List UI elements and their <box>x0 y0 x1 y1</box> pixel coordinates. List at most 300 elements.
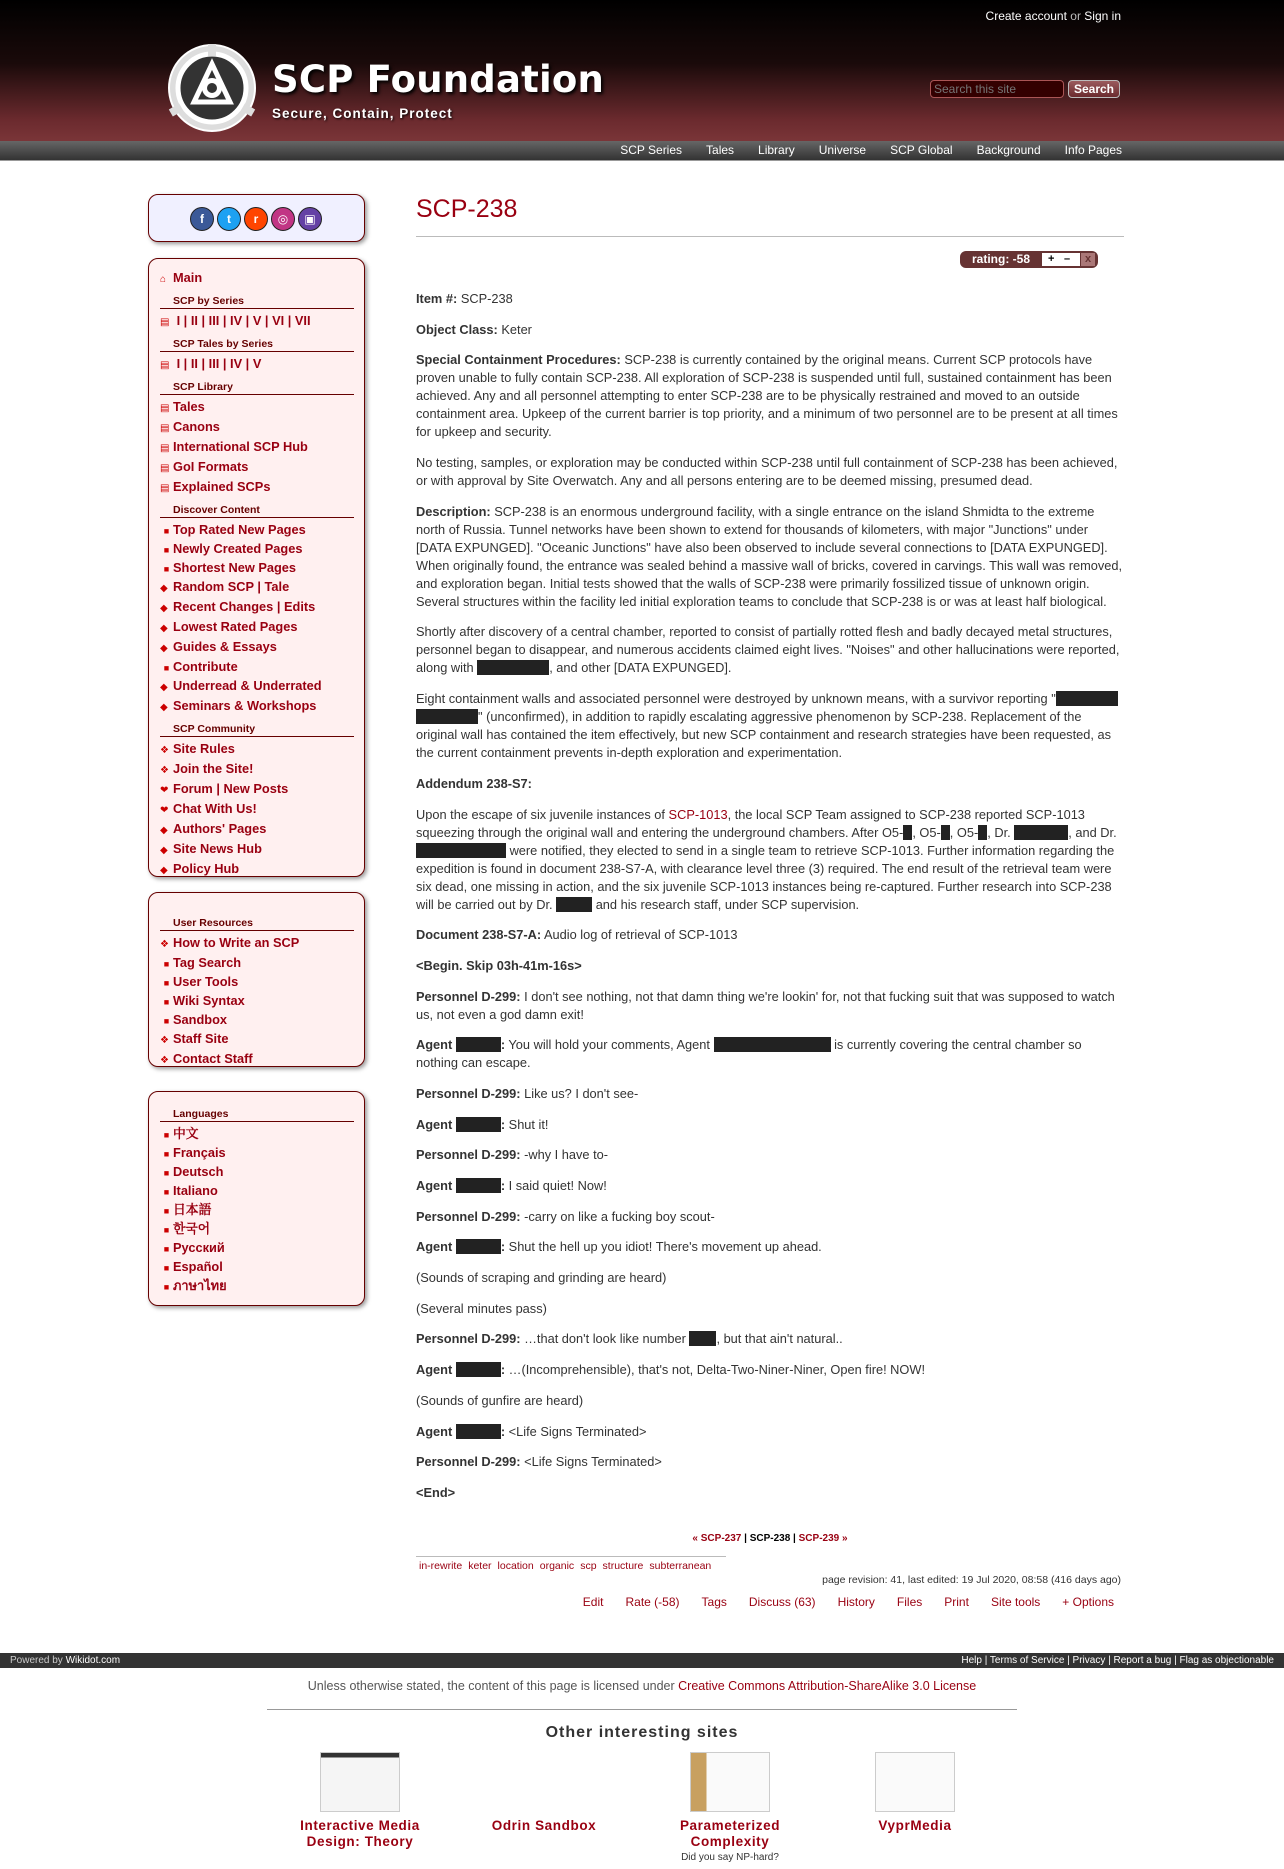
edit-button[interactable]: Edit <box>582 1595 604 1609</box>
scp-1013-link[interactable]: SCP-1013 <box>668 806 728 822</box>
gear-icon: ❖ <box>160 1055 169 1066</box>
sidebar-item-label: Wiki Syntax <box>173 993 245 1008</box>
lang-russian[interactable] <box>160 1239 354 1258</box>
text: I don't see nothing, not that damn thing we're lookin' for, not that fucking suit that was supposed to watch us, not even a god damn exit! <box>416 988 1115 1022</box>
chat-icon: ❤ <box>160 805 169 816</box>
text: Audio log of retrieval of SCP-1013 <box>544 927 738 943</box>
diamond-icon: ◆ <box>160 845 168 856</box>
speaker: Personnel D-299: <box>416 1454 521 1470</box>
tag-link[interactable]: structure <box>602 1560 644 1572</box>
bullet-icon: ■ <box>163 1016 170 1026</box>
log-line <box>416 1085 1124 1103</box>
sidebar-heading-discover: Discover Content <box>160 498 354 518</box>
privacy-link[interactable]: Privacy <box>1072 1655 1106 1666</box>
redaction-block <box>456 1362 501 1377</box>
sidebar-item-random: ◆ Random SCP | Tale <box>160 578 354 598</box>
page-tags <box>416 1556 726 1572</box>
chat-icon: ❤ <box>160 785 169 796</box>
sidebar-item-label: How to Write an SCP <box>173 935 300 950</box>
sidebar-item-tales[interactable] <box>160 398 354 418</box>
lang-german[interactable] <box>160 1163 354 1182</box>
sidebar-item-label: Tag Search <box>173 955 242 970</box>
series-link-5[interactable]: V <box>252 313 262 328</box>
bullet-icon: ■ <box>163 564 170 574</box>
lang-korean[interactable] <box>160 1220 354 1239</box>
random-tale-link[interactable]: Tale <box>264 579 290 594</box>
text: …that don't look like number <box>524 1331 686 1347</box>
page-content <box>416 290 1124 1515</box>
sidebar-item-label: Tales <box>173 399 205 414</box>
rate-up-button[interactable]: + <box>1048 253 1055 265</box>
more-options-button[interactable]: + Options <box>1062 1595 1114 1609</box>
redaction-block <box>978 825 987 840</box>
sidebar-item-contribute[interactable] <box>160 658 354 677</box>
sidebar-item-seminars[interactable] <box>160 697 354 717</box>
sidebar-item-shortest[interactable] <box>160 559 354 578</box>
instagram-icon[interactable]: ◎ <box>271 207 295 231</box>
bullet-icon: ■ <box>163 1168 170 1178</box>
sidebar-item-label: Lowest Rated Pages <box>173 619 298 634</box>
sidebar-item-label: Русский <box>173 1240 225 1255</box>
speaker: Agent <box>416 1239 453 1255</box>
divider <box>267 1709 1017 1710</box>
label: Object Class: <box>416 321 498 337</box>
gear-icon: ❖ <box>160 745 169 756</box>
tale-series-link-4[interactable]: IV <box>230 356 243 371</box>
next-scp-link[interactable]: SCP-239 » <box>798 1533 848 1544</box>
text: , and Dr. <box>1068 824 1117 840</box>
redaction-block <box>456 1117 501 1132</box>
or-text: or <box>1070 9 1081 23</box>
text: …(Incomprehensible), that's not, Delta-Two-Niner-Niner, Open fire! NOW! <box>508 1362 926 1378</box>
sidebar-item-label: Site News Hub <box>173 841 262 856</box>
bullet-icon: ■ <box>163 1187 170 1197</box>
nav-library[interactable]: Library <box>758 143 795 157</box>
lang-thai[interactable] <box>160 1277 354 1296</box>
log-line <box>416 1453 1124 1471</box>
lang-french[interactable] <box>160 1144 354 1163</box>
sidebar-item-label: Underread & Underrated <box>173 678 322 693</box>
footer-bar <box>0 1653 1284 1668</box>
text: I said quiet! Now! <box>508 1178 607 1193</box>
bullet-icon: ■ <box>163 526 170 536</box>
text: , the local SCP Team assigned to SCP-238 reported SCP-1013 squeezing through the original wall and entering the underground chambers. After O5- <box>416 806 1085 840</box>
rate-button[interactable]: Rate (-58) <box>625 1595 680 1609</box>
sidebar-item-label: Staff Site <box>173 1031 229 1046</box>
diamond-icon: ◆ <box>160 825 168 836</box>
description <box>416 503 1124 611</box>
rating-module <box>960 251 1098 268</box>
sidebar-user-resources <box>148 892 365 1067</box>
sidebar-item-lowest[interactable] <box>160 618 354 638</box>
tag-link[interactable]: keter <box>468 1560 492 1572</box>
sidebar-item-rules[interactable] <box>160 740 354 760</box>
account-links <box>986 9 1121 23</box>
bullet-icon: ■ <box>163 1263 170 1273</box>
tag-link[interactable]: in-rewrite <box>419 1560 463 1572</box>
discuss-button[interactable]: Discuss (63) <box>748 1595 816 1609</box>
book-icon: ▤ <box>160 423 170 434</box>
random-scp-link[interactable]: Random SCP <box>173 579 254 594</box>
bullet-icon: ■ <box>163 1206 170 1216</box>
sidebar-item-top-rated[interactable] <box>160 521 354 540</box>
sidebar-item-label: Contact Staff <box>173 1051 253 1066</box>
lang-japanese[interactable] <box>160 1201 354 1220</box>
bullet-icon: ■ <box>163 1130 170 1140</box>
create-account-link[interactable]: Create account <box>985 9 1067 23</box>
site-thumbnail <box>875 1752 955 1812</box>
series-pager: « SCP-237 | SCP-238 | SCP-239 » <box>692 1533 848 1544</box>
sidebar-item-staff-site[interactable] <box>160 1030 354 1050</box>
report-bug-link[interactable]: Report a bug <box>1113 1655 1172 1666</box>
log-line <box>416 1208 1124 1226</box>
lang-italian[interactable] <box>160 1182 354 1201</box>
book-icon: ▤ <box>160 360 170 371</box>
rating-vote-box <box>1042 253 1080 266</box>
twitter-icon[interactable]: t <box>217 207 241 231</box>
site-subtitle: Secure, Contain, Protect <box>272 106 453 121</box>
sidebar-item-contact-staff[interactable] <box>160 1050 354 1070</box>
other-site-card[interactable] <box>280 1752 440 1850</box>
other-site-card[interactable] <box>464 1752 624 1834</box>
sidebar-item-label: Shortest New Pages <box>173 560 297 575</box>
nav-scp-global[interactable]: SCP Global <box>890 143 953 157</box>
sidebar-item-label: Authors' Pages <box>173 821 267 836</box>
sidebar-item-wiki-syntax[interactable] <box>160 992 354 1011</box>
log-line: Agent : <Life Signs Terminated> <box>416 1423 647 1439</box>
text: , Dr. <box>987 824 1011 840</box>
text: SCP-238 is currently contained by the original means. Current SCP protocols have proven unable to fully contain SCP-238. All exploration of SCP-238 is suspended until full, sustained containment has been achieved. Any and all personnel attempting to enter SCP-238 are to be physically restrained and moved to an outside containment area. Upkeep of the current barrier is top priority, and a minimum of two personnel are to be present at all times for upkeep and security. <box>416 352 1118 440</box>
containment-procedures <box>416 351 1124 441</box>
bullet-icon: ■ <box>163 1244 170 1254</box>
other-sites-title: Other interesting sites <box>545 1724 739 1741</box>
tale-series-link-5[interactable]: V <box>252 356 262 371</box>
text: and his research staff, under SCP supervision. <box>595 896 860 912</box>
sidebar-languages <box>148 1091 365 1306</box>
log-note: (Several minutes pass) <box>416 1300 547 1316</box>
sidebar-item-how-to-write[interactable] <box>160 934 354 954</box>
forum-link[interactable]: Forum <box>173 781 213 796</box>
log-line: Agent : You will hold your comments, Agent is currently covering the central chamber so nothing can escape. <box>416 1037 1082 1071</box>
redaction-block <box>1056 691 1118 706</box>
new-posts-link[interactable]: New Posts <box>223 781 289 796</box>
tag-link[interactable]: location <box>497 1560 534 1572</box>
tag-link[interactable]: scp <box>580 1560 597 1572</box>
redaction-block <box>416 709 478 724</box>
sidebar-item-authors[interactable] <box>160 820 354 840</box>
document-heading <box>416 926 1124 944</box>
log-note: (Sounds of gunfire are heard) <box>416 1392 584 1408</box>
redaction-block <box>416 843 506 858</box>
nav-info-pages[interactable]: Info Pages <box>1064 143 1122 157</box>
nav-tales[interactable]: Tales <box>706 143 735 157</box>
bullet-icon: ■ <box>163 978 170 988</box>
diamond-icon: ◆ <box>160 623 168 634</box>
diamond-icon: ◆ <box>160 702 168 713</box>
speaker: Agent <box>416 1178 453 1193</box>
site-title[interactable]: SCP Foundation <box>272 58 605 101</box>
text: -carry on like a fucking boy scout- <box>524 1208 715 1224</box>
history-button[interactable]: History <box>837 1595 875 1609</box>
tag-link[interactable]: subterranean <box>649 1560 712 1572</box>
sidebar-item-label: International SCP Hub <box>173 439 308 454</box>
prev-scp-link[interactable]: « SCP-237 <box>692 1533 742 1544</box>
speaker: Agent <box>416 1037 453 1053</box>
sidebar-item-label: Join the Site! <box>173 761 254 776</box>
sidebar-series-row: ▤ I | II | III | IV | V | VI | VII <box>160 312 354 332</box>
search-form <box>930 80 1120 98</box>
license-text: Unless otherwise stated, the content of this page is licensed under <box>307 1679 675 1693</box>
series-link-3[interactable]: III <box>208 313 220 328</box>
text: Shut the hell up you idiot! There's movement up ahead. <box>508 1239 822 1255</box>
sidebar-heading-community: SCP Community <box>160 717 354 737</box>
sidebar-item-news[interactable] <box>160 840 354 860</box>
site-thumbnail <box>320 1752 400 1812</box>
text: Shut it! <box>508 1116 549 1132</box>
text: <Life Signs Terminated> <box>524 1454 662 1470</box>
reddit-icon[interactable]: r <box>244 207 268 231</box>
sidebar-item-label: Contribute <box>173 659 238 674</box>
label: Item #: <box>416 291 458 306</box>
license-link[interactable]: Creative Commons Attribution-ShareAlike 3.0 License <box>678 1679 977 1693</box>
speaker: Agent <box>416 1423 453 1439</box>
log-line: Agent : …(Incomprehensible), that's not, Delta-Two-Niner-Niner, Open fire! NOW! <box>416 1362 926 1378</box>
powered-text: Powered by <box>10 1655 63 1666</box>
diamond-icon: ◆ <box>160 865 168 876</box>
sidebar-item-label: ภาษาไทย <box>173 1278 227 1293</box>
other-site-card[interactable] <box>650 1752 810 1863</box>
edits-link[interactable]: Edits <box>283 599 316 614</box>
sign-in-link[interactable]: Sign in <box>1084 9 1121 23</box>
sidebar-item-newly-created[interactable] <box>160 540 354 559</box>
sidebar-item-label: Deutsch <box>173 1164 224 1179</box>
sidebar-item-label: Top Rated New Pages <box>173 522 306 537</box>
speaker: Agent <box>416 1362 453 1378</box>
search-button[interactable]: Search <box>1068 80 1120 98</box>
redaction-block <box>456 1178 501 1193</box>
text: You will hold your comments, Agent <box>508 1037 710 1053</box>
text: <Begin. Skip 03h-41m-16s> <box>416 957 582 973</box>
site-name: Odrin Sandbox <box>491 1818 597 1833</box>
redaction-block <box>456 1424 501 1439</box>
sidebar-item-sandbox[interactable] <box>160 1011 354 1030</box>
series-link-2[interactable]: II <box>190 313 198 328</box>
log-note: (Sounds of scraping and grinding are heard) <box>416 1270 667 1286</box>
tags-button[interactable]: Tags <box>701 1595 727 1609</box>
nav-universe[interactable]: Universe <box>818 143 867 157</box>
bullet-icon: ■ <box>163 1225 170 1235</box>
redaction-block <box>477 660 549 675</box>
series-link-6[interactable]: VI <box>272 313 285 328</box>
top-navigation <box>0 141 1284 161</box>
speaker: Personnel D-299: <box>416 1331 521 1347</box>
log-begin <box>416 957 1124 975</box>
sidebar-item-label: 한국어 <box>173 1221 211 1236</box>
redaction-block <box>689 1331 716 1346</box>
twitch-icon[interactable]: ▣ <box>298 207 322 231</box>
sidebar-item-underread[interactable] <box>160 677 354 697</box>
sidebar-item-label: Newly Created Pages <box>173 541 303 556</box>
value: SCP-238 <box>460 291 513 306</box>
home-icon: ⌂ <box>160 274 167 285</box>
series-link-7[interactable]: VII <box>294 313 311 328</box>
sidebar-item-label: Policy Hub <box>173 861 240 876</box>
sidebar-item-label: Français <box>173 1145 226 1160</box>
sidebar-heading-user-resources: User Resources <box>160 911 354 931</box>
log-end <box>416 1484 1124 1502</box>
sidebar-tales-row: ▤ I | II | III | IV | V <box>160 355 354 375</box>
sidebar-heading-library: SCP Library <box>160 375 354 395</box>
sidebar-item-label: Italiano <box>173 1183 218 1198</box>
bullet-icon: ■ <box>163 545 170 555</box>
redaction-block <box>456 1037 501 1052</box>
speaker: Personnel D-299: <box>416 1085 521 1101</box>
object-class <box>416 321 1124 339</box>
gear-icon: ❖ <box>160 765 169 776</box>
sidebar-item-label: GoI Formats <box>173 459 249 474</box>
main-content <box>416 195 1124 1609</box>
text: is currently covering the central chamber so nothing can escape. <box>416 1037 1082 1071</box>
sidebar-heading-tales: SCP Tales by Series <box>160 332 354 352</box>
tag-link[interactable]: organic <box>539 1560 575 1572</box>
text: , O5- <box>912 824 941 840</box>
tale-series-link-3[interactable]: III <box>208 356 220 371</box>
nav-background[interactable]: Background <box>976 143 1041 157</box>
addendum-paragraph <box>416 806 1124 914</box>
flag-link[interactable]: Flag as objectionable <box>1179 1655 1274 1666</box>
site-name: Parameterized Complexity <box>679 1818 781 1849</box>
bullet-icon: ■ <box>163 997 170 1007</box>
sidebar-item-join[interactable] <box>160 760 354 780</box>
bullet-icon: ■ <box>163 959 170 969</box>
lang-spanish[interactable] <box>160 1258 354 1277</box>
sidebar-item-label: Chat With Us! <box>173 801 257 816</box>
speaker: Agent <box>416 1116 453 1132</box>
files-button[interactable]: Files <box>896 1595 923 1609</box>
sidebar-heading-series: SCP by Series <box>160 289 354 309</box>
text: Like us? I don't see- <box>524 1085 639 1101</box>
series-link-1[interactable]: I <box>176 313 181 328</box>
log-line: Agent : I said quiet! Now! <box>416 1178 607 1193</box>
speaker: Personnel D-299: <box>416 988 521 1004</box>
sidebar-main-menu <box>148 258 365 877</box>
sidebar-item-label: Sandbox <box>173 1012 228 1027</box>
tale-series-link-1[interactable]: I <box>176 356 181 371</box>
log-line: Agent : Shut it! <box>416 1116 549 1132</box>
other-site-card[interactable] <box>835 1752 995 1834</box>
diamond-icon: ◆ <box>160 643 168 654</box>
log-line <box>416 988 1124 1024</box>
current-scp: SCP-238 <box>749 1533 791 1544</box>
site-thumbnail <box>504 1752 584 1812</box>
sidebar-item-chat[interactable] <box>160 800 354 820</box>
diamond-icon: ◆ <box>160 682 168 693</box>
wikidot-link[interactable]: Wikidot.com <box>65 1655 121 1666</box>
text: were notified, they elected to send in a single team to retrieve SCP-1013. Further information regarding the expedition is found in document 238-S7-A, with clearance level three (3) required. The end result of the retrieval team were six dead, one missing in action, and the six juvenile SCP-1013 instances being re-captured. Further research into SCP-238 will be carried out by Dr. <box>416 842 1115 912</box>
text: Upon the escape of six juvenile instances of <box>416 806 665 822</box>
terms-link[interactable]: Terms of Service <box>989 1655 1065 1666</box>
addendum-heading <box>416 775 1124 793</box>
sidebar-item-label: 日本語 <box>173 1202 212 1217</box>
license-notice <box>0 1679 1284 1693</box>
redaction-block <box>1014 825 1068 840</box>
site-header <box>0 0 1284 141</box>
lang-chinese[interactable] <box>160 1125 354 1144</box>
sidebar-item-main[interactable] <box>160 269 354 289</box>
site-name: VyprMedia <box>878 1818 952 1833</box>
log-line <box>416 1146 1124 1164</box>
redaction-block <box>556 897 592 912</box>
tale-series-link-2[interactable]: II <box>190 356 198 371</box>
value: Keter <box>501 321 532 337</box>
sidebar-item-label: Explained SCPs <box>173 479 271 494</box>
sidebar-item-label: Español <box>173 1259 223 1274</box>
testing-paragraph: No testing, samples, or exploration may be conducted within SCP-238 until full containment of SCP-238 has been achieved, or with approval by Site Overwatch. Any and all persons entering are to be deemed missing, presumed dead. <box>416 455 1118 489</box>
footer-links: Help | Terms of Service | Privacy | Report a bug | Flag as objectionable <box>961 1655 1274 1666</box>
walls-paragraph <box>416 690 1124 762</box>
sidebar-item-recent: ◆ Recent Changes | Edits <box>160 598 354 618</box>
search-input[interactable] <box>930 80 1064 98</box>
sidebar-item-user-tools[interactable] <box>160 973 354 992</box>
page-title: SCP-238 <box>416 195 1124 237</box>
site-tools-button[interactable]: Site tools <box>990 1595 1041 1609</box>
log-line: Agent : Shut the hell up you idiot! There's movement up ahead. <box>416 1239 822 1255</box>
sidebar-item-canons[interactable] <box>160 418 354 438</box>
rate-cancel-button[interactable]: x <box>1081 253 1095 266</box>
sidebar-item-label: Main <box>173 270 203 285</box>
sidebar-heading-languages: Languages <box>160 1102 354 1122</box>
book-icon: ▤ <box>160 463 170 474</box>
text: Eight containment walls and associated personnel were destroyed by unknown means, with a survivor reporting " <box>416 691 1056 707</box>
log-line <box>416 1330 1124 1348</box>
text: -why I have to- <box>524 1147 609 1163</box>
sidebar-item-guides[interactable] <box>160 638 354 658</box>
book-icon: ▤ <box>160 317 170 328</box>
scp-logo-icon[interactable] <box>164 42 260 133</box>
rate-down-button[interactable]: – <box>1064 253 1071 265</box>
bullet-icon: ■ <box>163 1282 170 1292</box>
sidebar-item-goi[interactable] <box>160 458 354 478</box>
bullet-icon: ■ <box>163 663 170 673</box>
sidebar-item-explained[interactable] <box>160 478 354 498</box>
site-name: Interactive Media Design: Theory <box>300 1818 420 1849</box>
text: , O5- <box>949 824 979 840</box>
bullet-icon: ■ <box>163 1149 170 1159</box>
recent-changes-link[interactable]: Recent Changes <box>173 599 274 614</box>
facebook-icon[interactable]: f <box>190 207 214 231</box>
label: Description: <box>416 503 491 519</box>
book-icon: ▤ <box>160 483 170 494</box>
nav-scp-series[interactable]: SCP Series <box>620 143 683 157</box>
page-revision: page revision: 41, last edited: 19 Jul 2020, 08:58 (416 days ago) <box>822 1574 1121 1586</box>
speaker: Personnel D-299: <box>416 1208 521 1224</box>
sidebar-item-policy[interactable] <box>160 860 354 880</box>
help-link[interactable]: Help <box>961 1655 982 1666</box>
discovery-paragraph <box>416 623 1124 677</box>
sidebar-item-label: Guides & Essays <box>173 639 277 654</box>
text: , and other [DATA EXPUNGED]. <box>549 660 732 676</box>
redaction-block <box>456 1239 501 1254</box>
print-button[interactable]: Print <box>944 1595 969 1609</box>
book-icon: ▤ <box>160 403 170 414</box>
sidebar-item-international[interactable] <box>160 438 354 458</box>
sidebar-item-tag-search[interactable] <box>160 954 354 973</box>
gear-icon: ❖ <box>160 939 169 950</box>
sidebar-item-label: 中文 <box>173 1126 199 1141</box>
series-link-4[interactable]: IV <box>230 313 243 328</box>
gear-icon: ❖ <box>160 1035 169 1046</box>
sidebar-item-label: Site Rules <box>173 741 235 756</box>
